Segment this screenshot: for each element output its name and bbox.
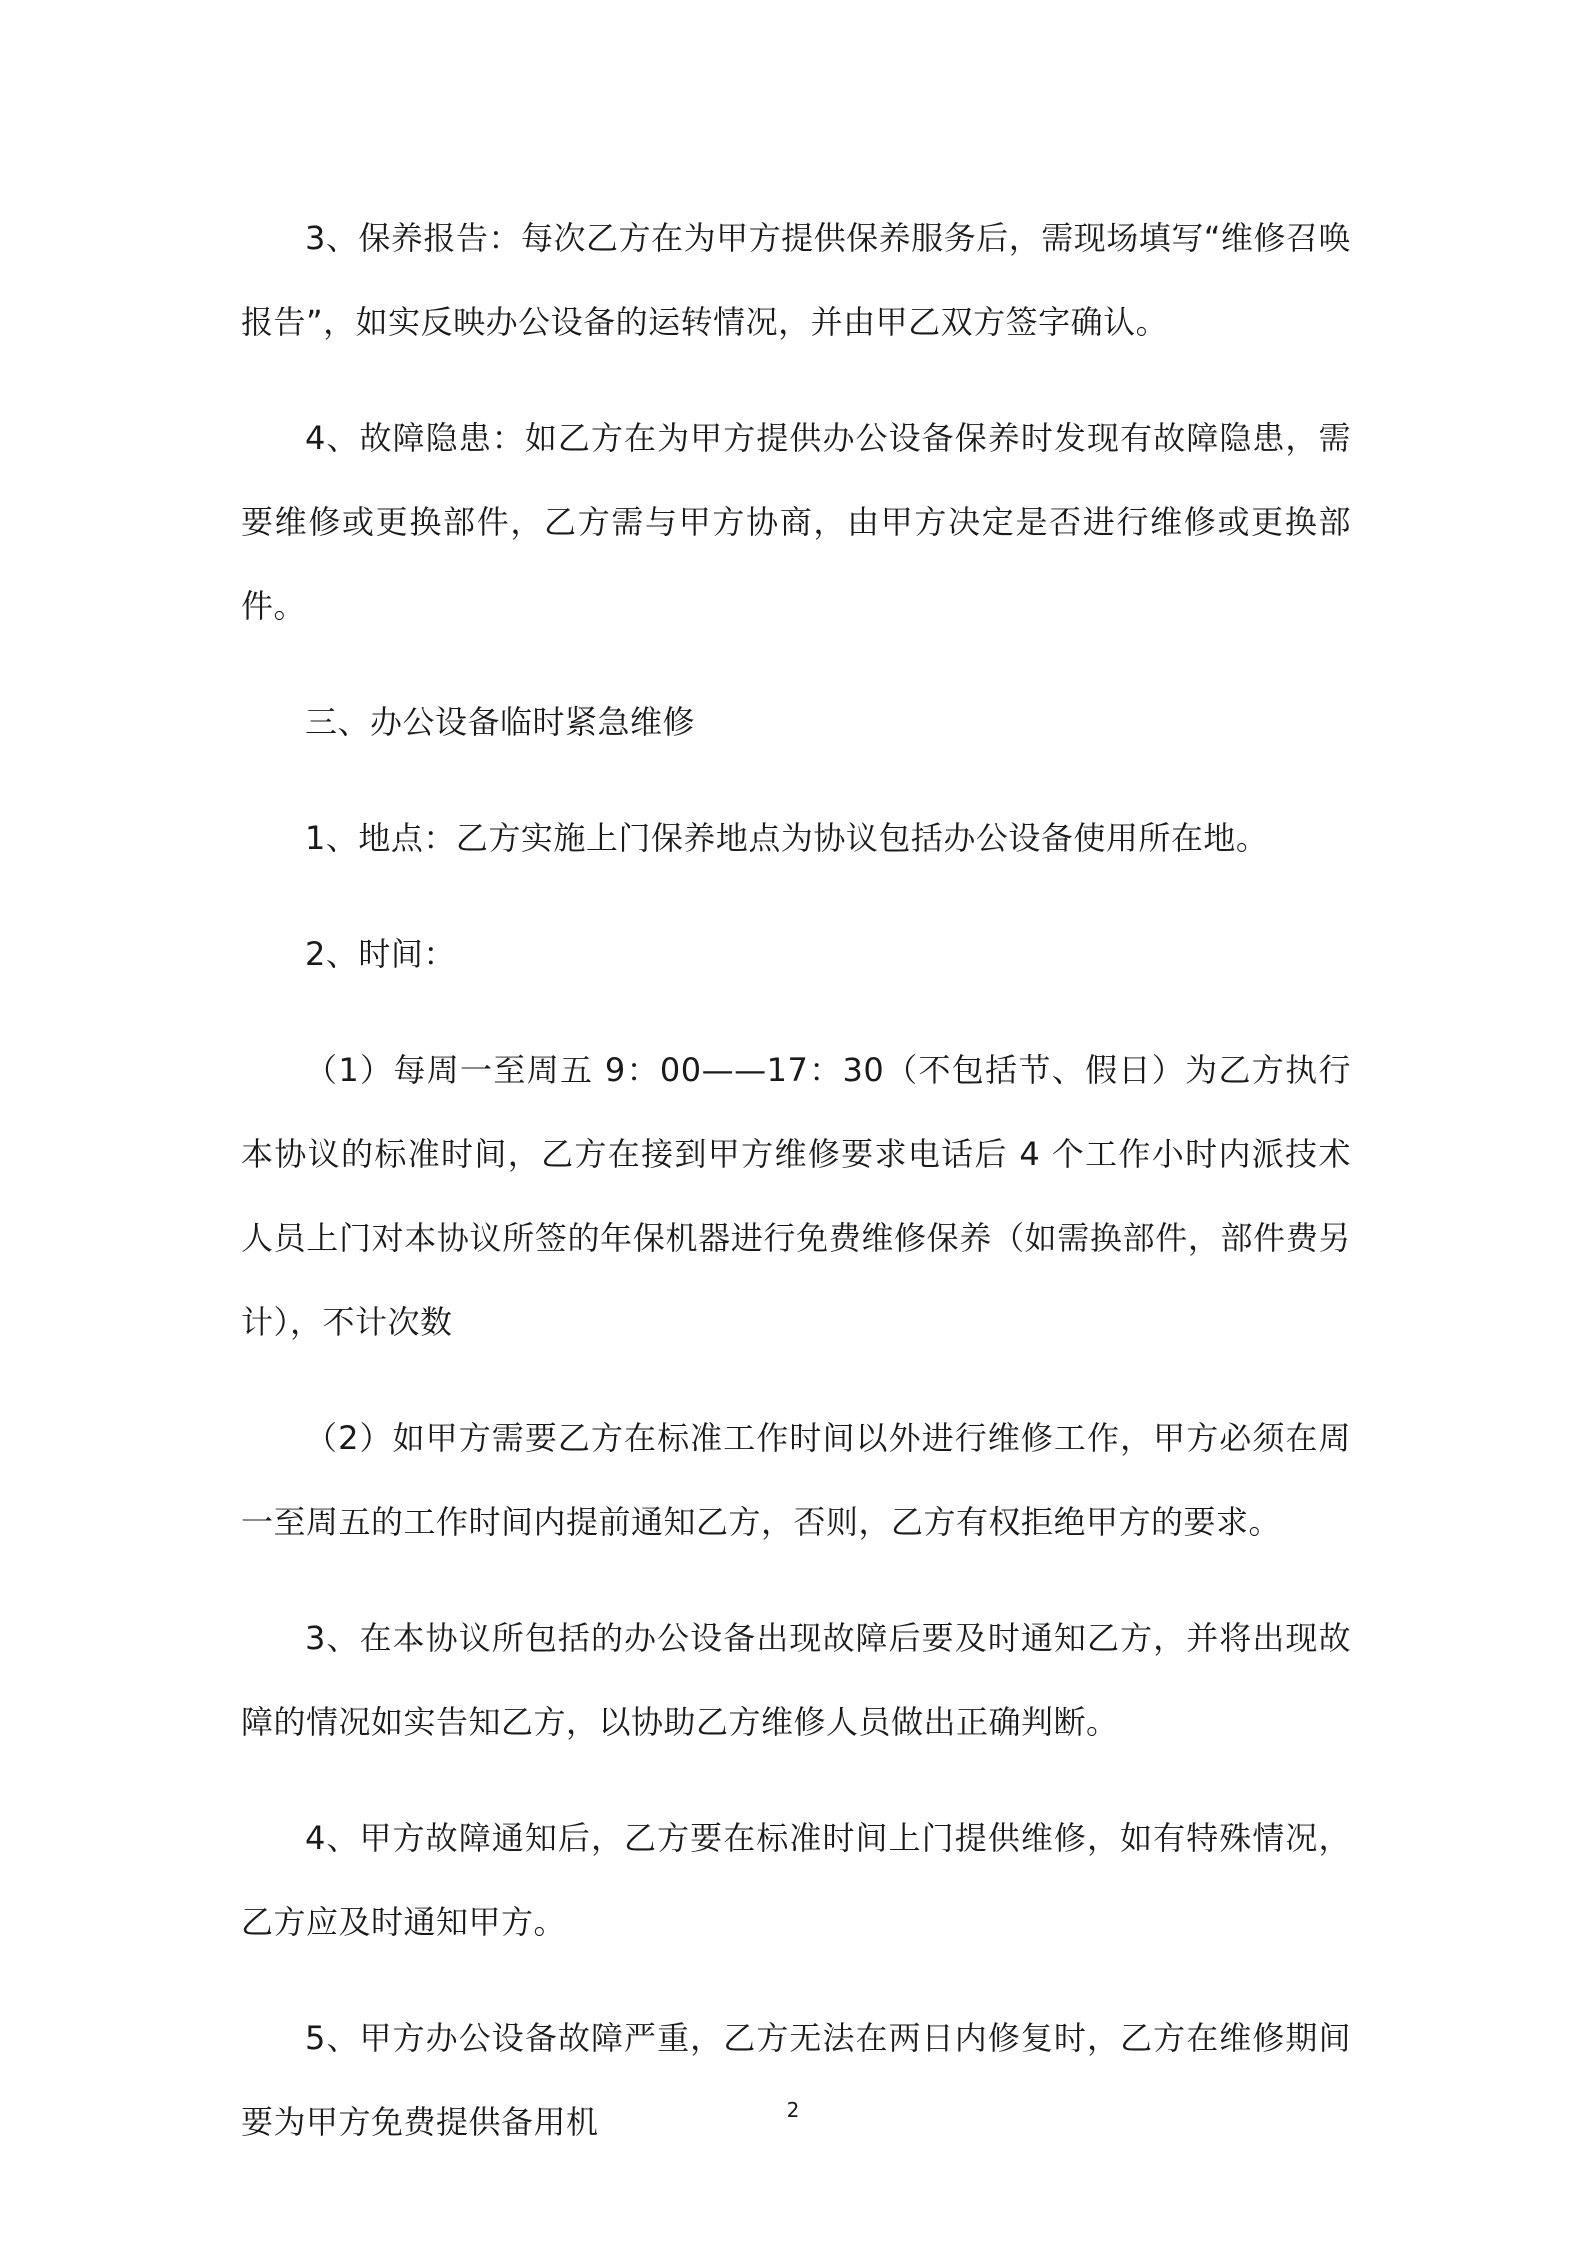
paragraph-backup-machine: 5、甲方办公设备故障严重，乙方无法在两日内修复时，乙方在维修期间要为甲方免费提供备用机 (241, 2019, 1351, 2141)
paragraph-time: 2、时间： (305, 935, 456, 973)
paragraph-maintenance-report: 3、保养报告：每次乙方在为甲方提供保养服务后，需现场填写“维修召唤报告”，如实反映办公设备的运转情况，并由甲乙双方签字确认。 (241, 219, 1351, 341)
paragraph-on-site-repair: 4、甲方故障通知后，乙方要在标准时间上门提供维修，如有特殊情况，乙方应及时通知甲方。 (241, 1819, 1351, 1941)
paragraph-fault-notice: 3、在本协议所包括的办公设备出现故障后要及时通知乙方，并将出现故障的情况如实告知乙方，以协助乙方维修人员做出正确判断。 (241, 1619, 1351, 1741)
document-body (241, 196, 1351, 2164)
paragraph-off-hours: （2）如甲方需要乙方在标准工作时间以外进行维修工作，甲方必须在周一至周五的工作时间内提前通知乙方，否则，乙方有权拒绝甲方的要求。 (241, 1419, 1351, 1541)
page-number: 2 (786, 2098, 800, 2122)
paragraph-standard-hours: （1）每周一至周五 9：00——17：30（不包括节、假日）为乙方执行本协议的标准时间，乙方在接到甲方维修要求电话后 4 个工作小时内派技术人员上门对本协议所签的年保机器进行免费维修保养（如需换部件，部件费另计），不计次数 (241, 1051, 1351, 1341)
paragraph-fault-hazard: 4、故障隐患：如乙方在为甲方提供办公设备保养时发现有故障隐患，需要维修或更换部件，乙方需与甲方协商，由甲方决定是否进行维修或更换部件。 (241, 419, 1351, 625)
section-heading-emergency-repair: 三、办公设备临时紧急维修 (305, 703, 696, 741)
paragraph-location: 1、地点：乙方实施上门保养地点为协议包括办公设备使用所在地。 (305, 819, 1269, 857)
